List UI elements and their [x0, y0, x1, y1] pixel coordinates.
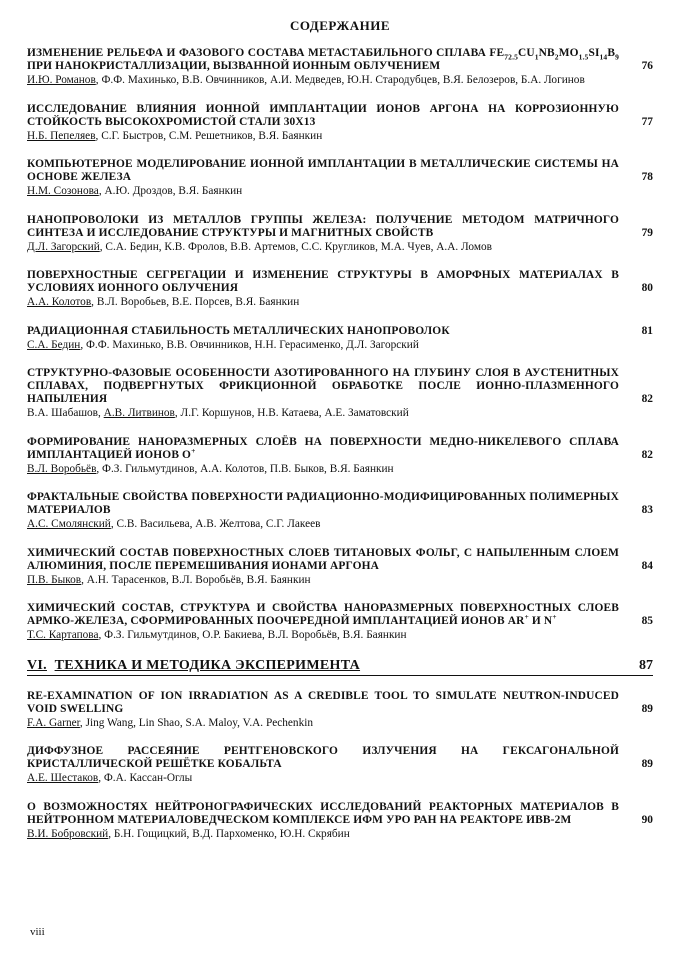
other-authors: , Б.Н. Гощицкий, В.Д. Пархоменко, Ю.Н. Скрябин	[108, 827, 350, 840]
entry-authors	[27, 772, 653, 786]
entry-title: КОМПЬЮТЕРНОЕ МОДЕЛИРОВАНИЕ ИОННОЙ ИМПЛАНТАЦИИ В МЕТАЛЛИЧЕСКИЕ СИСТЕМЫ НА ОСНОВЕ ЖЕЛЕЗА	[27, 158, 619, 183]
other-authors: , Ф.Ф. Махинько, В.В. Овчинников, А.И. Медведев, Ю.Н. Стародубцев, В.Я. Белозеров, Б.А. Логинов	[95, 74, 585, 86]
toc-entry[interactable]	[27, 325, 653, 353]
entry-authors	[27, 339, 653, 353]
page-heading: СОДЕРЖАНИЕ	[289, 18, 391, 33]
entry-title: РАДИАЦИОННАЯ СТАБИЛЬНОСТЬ МЕТАЛЛИЧЕСКИХ НАНОПРОВОЛОК	[27, 324, 450, 337]
entry-authors	[27, 407, 653, 421]
entry-page-number: 82	[641, 448, 653, 461]
entry-page-number: 76	[641, 60, 653, 72]
charge-superscript: +	[552, 612, 557, 622]
first-author: А.А. Колотов	[27, 296, 92, 308]
section-number: VI.	[27, 657, 47, 673]
entry-page-number: 77	[641, 115, 653, 128]
first-author: В.Л. Воробьёв	[27, 462, 97, 475]
entry-page-number: 89	[641, 758, 653, 770]
entry-title: СТРУКТУРНО-ФАЗОВЫЕ ОСОБЕННОСТИ АЗОТИРОВАННОГО НА ГЛУБИНУ СЛОЯ В АУСТЕНИТНЫХ СПЛАВАХ, ПОДВЕРГНУТЫХ ФРИКЦИОННОЙ ОБРАБОТКЕ ПОСЛЕ ИОННО-ПЛАЗМЕННОГО НАПЫЛЕНИЯ	[27, 367, 619, 405]
entry-authors	[27, 241, 653, 255]
entry-page-number: 78	[641, 171, 653, 183]
first-author: Н.Б. Пепеляев	[27, 129, 96, 142]
other-authors: , Ф.З. Гильмутдинов, А.А. Колотов, П.В. Быков, В.Я. Баянкин	[96, 462, 394, 475]
first-author: А.В. Литвинов	[103, 407, 175, 419]
other-authors: , Ф.Ф. Махинько, В.В. Овчинников, Н.Н. Герасименко, Д.Л. Загорский	[80, 338, 419, 351]
entry-title: ХИМИЧЕСКИЙ СОСТАВ ПОВЕРХНОСТНЫХ СЛОЕВ ТИТАНОВЫХ ФОЛЬГ, С НАПЫЛЕННЫМ СЛОЕМ АЛЮМИНИЯ, ПОСЛЕ ПЕРЕМЕШИВАНИЯ ИОНАМИ АРГОНА	[27, 546, 619, 572]
entry-page-number: 83	[641, 504, 653, 516]
entry-authors	[27, 717, 653, 731]
entry-title-text: ИЗМЕНЕНИЕ РЕЛЬЕФА И ФАЗОВОГО СОСТАВА МЕТАСТАБИЛЬНОГО СПЛАВА	[27, 47, 486, 59]
toc-entry[interactable]	[27, 690, 653, 731]
toc-entry[interactable]	[27, 269, 653, 310]
first-author: F.A. Garner	[27, 716, 80, 729]
entry-title-text: ХИМИЧЕСКИЙ СОСТАВ, СТРУКТУРА И СВОЙСТВА НАНОРАЗМЕРНЫХ ПОВЕРХНОСТНЫХ СЛОЕВ АРМКО-ЖЕЛЕЗА, СФОРМИРОВАННЫХ ПООЧЕРЕДНОЙ ИМПЛАНТАЦИЕЙ ИОНОВ AR	[27, 602, 619, 627]
other-authors: , Ф.З. Гильмутдинов, О.Р. Бакиева, В.Л. Воробьёв, В.Я. Баянкин	[98, 629, 407, 641]
other-authors: , С.А. Бедин, К.В. Фролов, В.В. Артемов, С.С. Кругликов, М.А. Чуев, А.А. Ломов	[99, 240, 492, 253]
entry-authors	[27, 130, 653, 144]
toc-entry[interactable]	[27, 214, 653, 255]
entry-title-text: И N	[528, 615, 553, 627]
entries-list-b	[27, 690, 653, 842]
contents-page	[27, 18, 653, 856]
other-authors: , Ф.А. Кассан-Оглы	[98, 772, 193, 784]
alloy-formula: $FE_{72.5}CU_1NB_2MO_{1.5}SI_{14}B_9$	[489, 47, 619, 62]
entry-authors	[27, 74, 653, 88]
toc-entry[interactable]	[27, 158, 653, 199]
entry-title-text: ПРИ НАНОКРИСТАЛЛИЗАЦИИ, ВЫЗВАННОЙ ИОННЫМ ОБЛУЧЕНИЕМ	[27, 60, 441, 72]
toc-entry[interactable]	[27, 436, 653, 477]
entry-title	[27, 47, 619, 73]
entry-page-number: 81	[641, 324, 653, 337]
other-authors: , С.Г. Быстров, С.М. Решетников, В.Я. Баянкин	[95, 129, 323, 142]
charge-superscript: +	[524, 612, 529, 622]
entry-title: ДИФФУЗНОЕ РАССЕЯНИЕ РЕНТГЕНОВСКОГО ИЗЛУЧЕНИЯ НА ГЕКСАГОНАЛЬНОЙ КРИСТАЛЛИЧЕСКОЙ РЕШЁТКЕ КОБАЛЬТА	[27, 745, 619, 770]
other-authors: , С.В. Васильева, А.В. Желтова, С.Г. Лакеев	[110, 518, 321, 530]
entry-page-number: 84	[641, 559, 653, 572]
toc-entry[interactable]	[27, 103, 653, 144]
toc-entry[interactable]	[27, 547, 653, 588]
toc-entry[interactable]	[27, 367, 653, 421]
toc-entry[interactable]	[27, 745, 653, 786]
entry-authors	[27, 463, 653, 477]
first-author: В.И. Бобровский	[27, 827, 109, 840]
entry-title	[27, 436, 619, 462]
toc-entry[interactable]	[27, 801, 653, 842]
entry-page-number: 80	[641, 282, 653, 294]
page-footer-number: viii	[30, 926, 45, 938]
other-authors: , А.Ю. Дроздов, В.Я. Баянкин	[98, 185, 243, 197]
section-page-number: 87	[639, 657, 653, 673]
entry-authors	[27, 629, 653, 643]
entry-authors	[27, 518, 653, 532]
entry-page-number: 85	[641, 615, 653, 627]
author-lead: В.А. Шабашов,	[27, 407, 104, 419]
first-author: А.С. Смолянский	[27, 518, 111, 530]
charge-superscript: +	[191, 445, 196, 455]
section-title-text: ТЕХНИКА И МЕТОДИКА ЭКСПЕРИМЕНТА	[54, 657, 361, 673]
section-title	[27, 658, 613, 674]
first-author: Н.М. Созонова	[27, 185, 99, 197]
entry-title: ИССЛЕДОВАНИЕ ВЛИЯНИЯ ИОННОЙ ИМПЛАНТАЦИИ ИОНОВ АРГОНА НА КОРРОЗИОННУЮ СТОЙКОСТЬ ВЫСОКОХРОМИСТОЙ СТАЛИ 30Х13	[27, 102, 619, 128]
entry-authors	[27, 185, 653, 199]
entry-page-number: 89	[641, 702, 653, 715]
other-authors: , А.Н. Тарасенков, В.Л. Воробьёв, В.Я. Баянкин	[81, 573, 311, 586]
entry-page-number: 82	[641, 393, 653, 405]
entry-title: RE-EXAMINATION OF ION IRRADIATION AS A CREDIBLE TOOL TO SIMULATE NEUTRON-INDUCED VOID SWELLING	[27, 689, 619, 715]
first-author: С.А. Бедин	[27, 338, 81, 351]
section-header[interactable]	[27, 658, 653, 676]
entry-title: НАНОПРОВОЛОКИ ИЗ МЕТАЛЛОВ ГРУППЫ ЖЕЛЕЗА: ПОЛУЧЕНИЕ МЕТОДОМ МАТРИЧНОГО СИНТЕЗА И ИССЛЕДОВАНИЕ СТРУКТУРЫ И МАГНИТНЫХ СВОЙСТВ	[27, 213, 619, 239]
entry-authors	[27, 828, 653, 842]
entry-title	[27, 602, 619, 628]
entry-authors	[27, 574, 653, 588]
entry-page-number: 90	[641, 813, 653, 826]
entry-title: ПОВЕРХНОСТНЫЕ СЕГРЕГАЦИИ И ИЗМЕНЕНИЕ СТРУКТУРЫ В АМОРФНЫХ МАТЕРИАЛАХ В УСЛОВИЯХ ИОННОГО ОБЛУЧЕНИЯ	[27, 269, 619, 294]
toc-entry[interactable]	[27, 602, 653, 643]
first-author: П.В. Быков	[27, 573, 82, 586]
entry-page-number: 79	[641, 226, 653, 239]
entry-title: ФРАКТАЛЬНЫЕ СВОЙСТВА ПОВЕРХНОСТИ РАДИАЦИОННО-МОДИФИЦИРОВАННЫХ ПОЛИМЕРНЫХ МАТЕРИАЛОВ	[27, 491, 619, 516]
first-author: Д.Л. Загорский	[27, 240, 100, 253]
entry-authors	[27, 296, 653, 310]
first-author: И.Ю. Романов	[27, 74, 96, 86]
other-authors: , Л.Г. Коршунов, Н.В. Катаева, А.Е. Заматовский	[174, 407, 409, 419]
entries-list-a	[27, 47, 653, 643]
entry-title: О ВОЗМОЖНОСТЯХ НЕЙТРОНОГРАФИЧЕСКИХ ИССЛЕДОВАНИЙ РЕАКТОРНЫХ МАТЕРИАЛОВ В НЕЙТРОННОМ МАТЕРИАЛОВЕДЧЕСКОМ КОМПЛЕКСЕ ИФМ УРО РАН НА РЕАКТОРЕ ИВВ-2М	[27, 800, 619, 826]
first-author: А.Е. Шестаков	[27, 772, 99, 784]
other-authors: , В.Л. Воробьев, В.Е. Порсев, В.Я. Баянкин	[91, 296, 300, 308]
toc-entry[interactable]	[27, 47, 653, 88]
entry-title-text: ФОРМИРОВАНИЕ НАНОРАЗМЕРНЫХ СЛОЁВ НА ПОВЕРХНОСТИ МЕДНО-НИКЕЛЕВОГО СПЛАВА ИМПЛАНТАЦИЕЙ ИОНОВ O	[27, 435, 619, 461]
first-author: Т.С. Картапова	[27, 629, 99, 641]
other-authors: , Jing Wang, Lin Shao, S.A. Maloy, V.A. Pechenkin	[79, 716, 314, 729]
toc-entry[interactable]	[27, 491, 653, 532]
